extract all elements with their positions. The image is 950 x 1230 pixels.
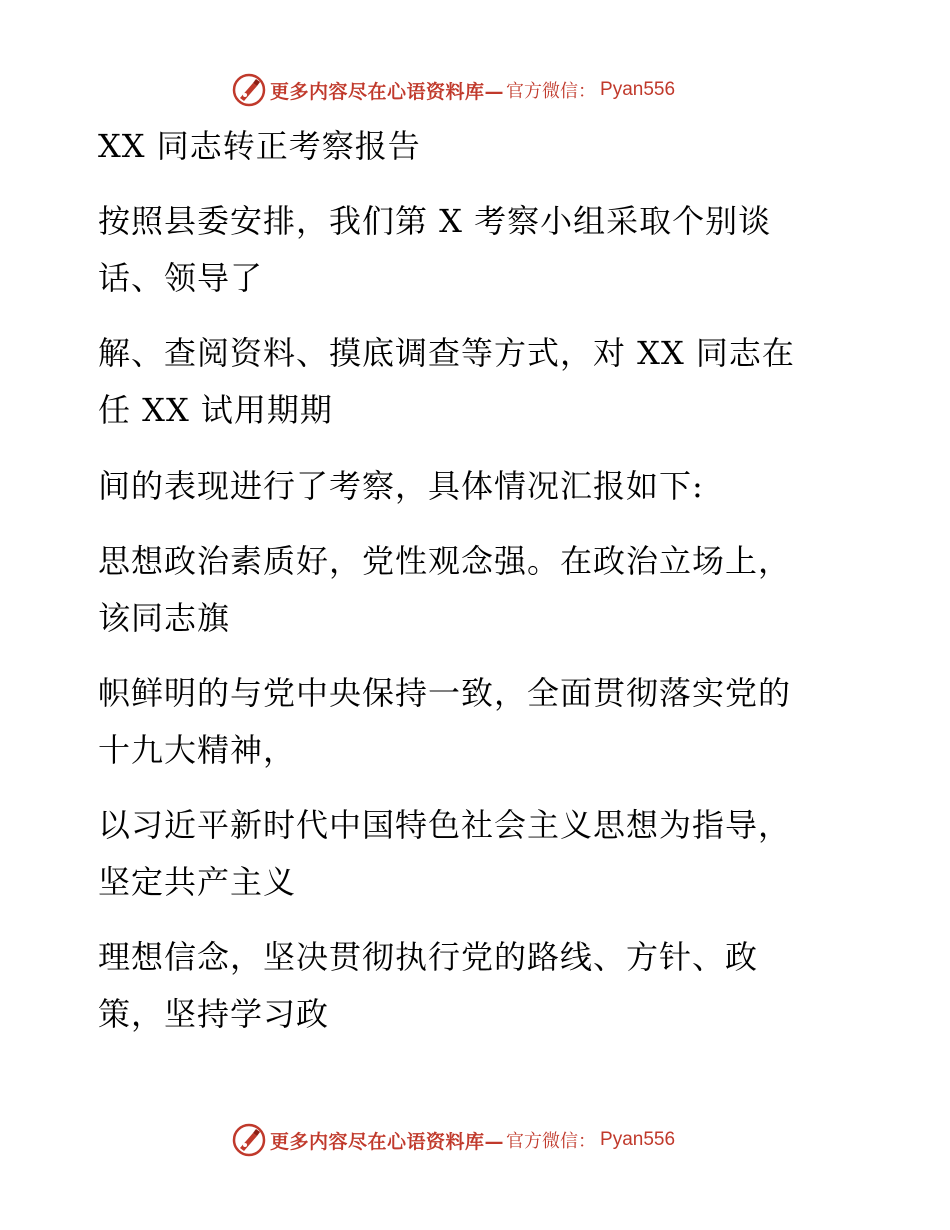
pen-logo-icon xyxy=(232,73,266,107)
paragraph-line: 策，坚持学习政 xyxy=(98,995,330,1033)
paragraph-line: 任 XX 试用期期 xyxy=(98,391,333,429)
footer-banner xyxy=(232,1120,752,1160)
paragraph-line: 间的表现进行了考察，具体情况汇报如下: xyxy=(98,467,704,505)
header-banner-label: 官方微信： xyxy=(506,81,597,102)
paragraph-line: 解、查阅资料、摸底调查等方式，对 XX 同志在 xyxy=(98,334,795,372)
document-title: XX 同志转正考察报告 xyxy=(98,127,421,165)
paragraph-line: 以习近平新时代中国特色社会主义思想为指导， xyxy=(98,806,792,844)
pen-logo-icon xyxy=(232,1123,266,1157)
footer-banner-text: 更多内容尽在心语资料库— xyxy=(270,1130,505,1153)
paragraph-line: 话、领导了 xyxy=(98,259,264,297)
header-banner-id: Pyan556 xyxy=(600,79,676,100)
paragraph-line: 按照县委安排，我们第 X 考察小组采取个别谈 xyxy=(98,202,772,240)
header-banner-text: 更多内容尽在心语资料库— xyxy=(270,80,505,103)
paragraph-line: 十九大精神， xyxy=(98,731,297,769)
footer-banner-id: Pyan556 xyxy=(600,1129,676,1150)
paragraph-line: 该同志旗 xyxy=(98,599,231,637)
paragraph-line: 理想信念，坚决贯彻执行党的路线、方针、政 xyxy=(98,938,759,976)
paragraph-line: 思想政治素质好，党性观念强。在政治立场上， xyxy=(98,542,792,580)
paragraph-line: 坚定共产主义 xyxy=(98,863,297,901)
header-banner xyxy=(232,70,752,110)
paragraph-line: 帜鲜明的与党中央保持一致，全面贯彻落实党的 xyxy=(98,674,792,712)
footer-banner-label: 官方微信： xyxy=(506,1131,597,1152)
